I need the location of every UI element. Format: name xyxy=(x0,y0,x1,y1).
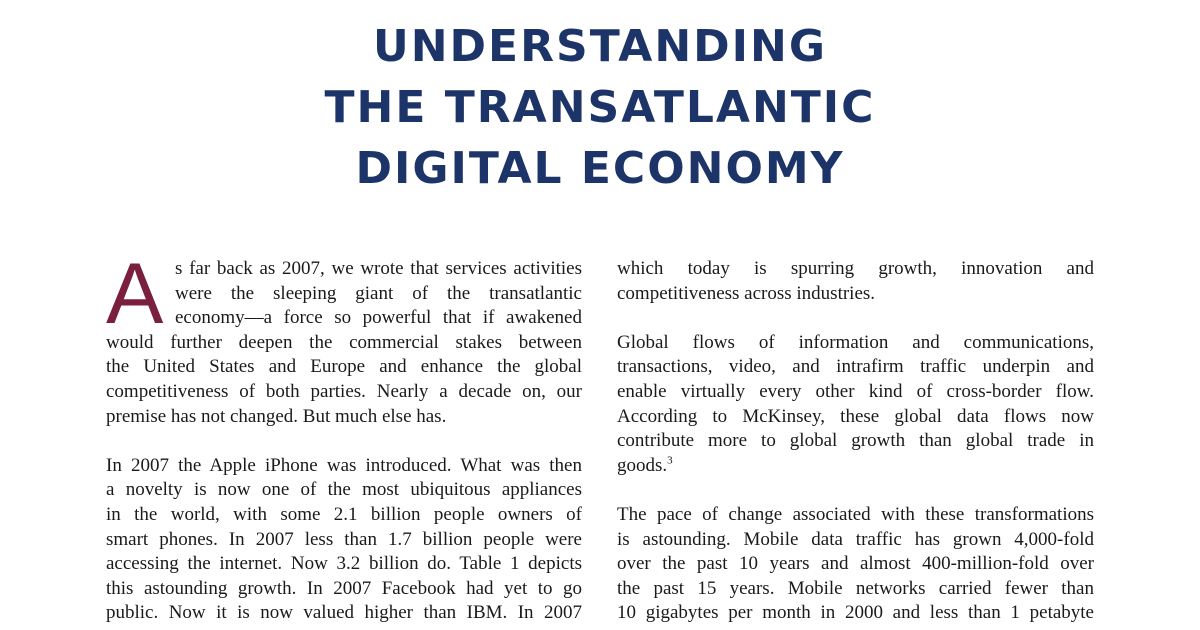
text-line: Global flows of information and communications, xyxy=(617,331,1094,353)
page-title xyxy=(0,16,1200,199)
text-line: over the past 10 years and almost 400-million-fold over xyxy=(617,553,1094,575)
text-line: would further deepen the commercial stakes between xyxy=(106,331,582,353)
text-line: The pace of change associated with these transformations xyxy=(617,503,1094,525)
drop-cap: A xyxy=(106,246,164,342)
left-column xyxy=(106,246,582,626)
text-line: transactions, video, and intrafirm traffic underpin and xyxy=(617,356,1094,378)
paragraph xyxy=(617,331,1094,479)
text-line: competitiveness of both parties. Nearly a decade on, our xyxy=(106,380,582,402)
text-line: enable virtually every other kind of cross-border flow. xyxy=(617,380,1094,402)
title-line-2: THE TRANSATLANTIC xyxy=(324,82,876,133)
text-line: were the sleeping giant of the transatlantic xyxy=(175,282,582,304)
text-line: economy—a force so powerful that if awakened xyxy=(175,307,582,329)
paragraph xyxy=(106,454,582,626)
title-line-1: UNDERSTANDING xyxy=(372,21,827,72)
text-line: premise has not changed. But much else has. xyxy=(106,405,447,427)
text-line: in the world, with some 2.1 billion people owners of xyxy=(106,503,582,525)
text-fragment: goods. xyxy=(617,454,668,476)
text-line: smart phones. In 2007 less than 1.7 billion people were xyxy=(106,528,582,550)
text-line: In 2007 the Apple iPhone was introduced. What was then xyxy=(106,454,582,476)
text-line: this astounding growth. In 2007 Facebook had yet to go xyxy=(106,577,582,599)
text-line: competitiveness across industries. xyxy=(617,282,876,304)
footnote-marker[interactable]: 3 xyxy=(667,454,673,467)
paragraph xyxy=(617,503,1094,626)
text-line: contribute more to global growth than global trade in xyxy=(617,430,1094,452)
text-line: 10 gigabytes per month in 2000 and less than 1 petabyte xyxy=(617,602,1094,624)
text-line: accessing the internet. Now 3.2 billion do. Table 1 depicts xyxy=(106,553,582,575)
text-line: the past 15 years. Mobile networks carried fewer than xyxy=(617,577,1094,599)
paragraph xyxy=(617,257,1094,306)
text-line: According to McKinsey, these global data flows now xyxy=(617,405,1094,427)
text-line: which today is spurring growth, innovation and xyxy=(617,258,1094,279)
text-line: public. Now it is now valued higher than IBM. In 2007 xyxy=(106,602,582,624)
text-line: the United States and Europe and enhance the global xyxy=(106,356,582,378)
right-column xyxy=(617,257,1094,626)
text-line: is astounding. Mobile data traffic has grown 4,000-fold xyxy=(617,528,1094,550)
text-line: a novelty is now one of the most ubiquitous appliances xyxy=(106,479,582,501)
text-line: s far back as 2007, we wrote that services activities xyxy=(175,258,582,279)
text-line xyxy=(617,454,1094,479)
paragraph xyxy=(106,257,582,429)
title-line-3: DIGITAL ECONOMY xyxy=(355,143,845,194)
